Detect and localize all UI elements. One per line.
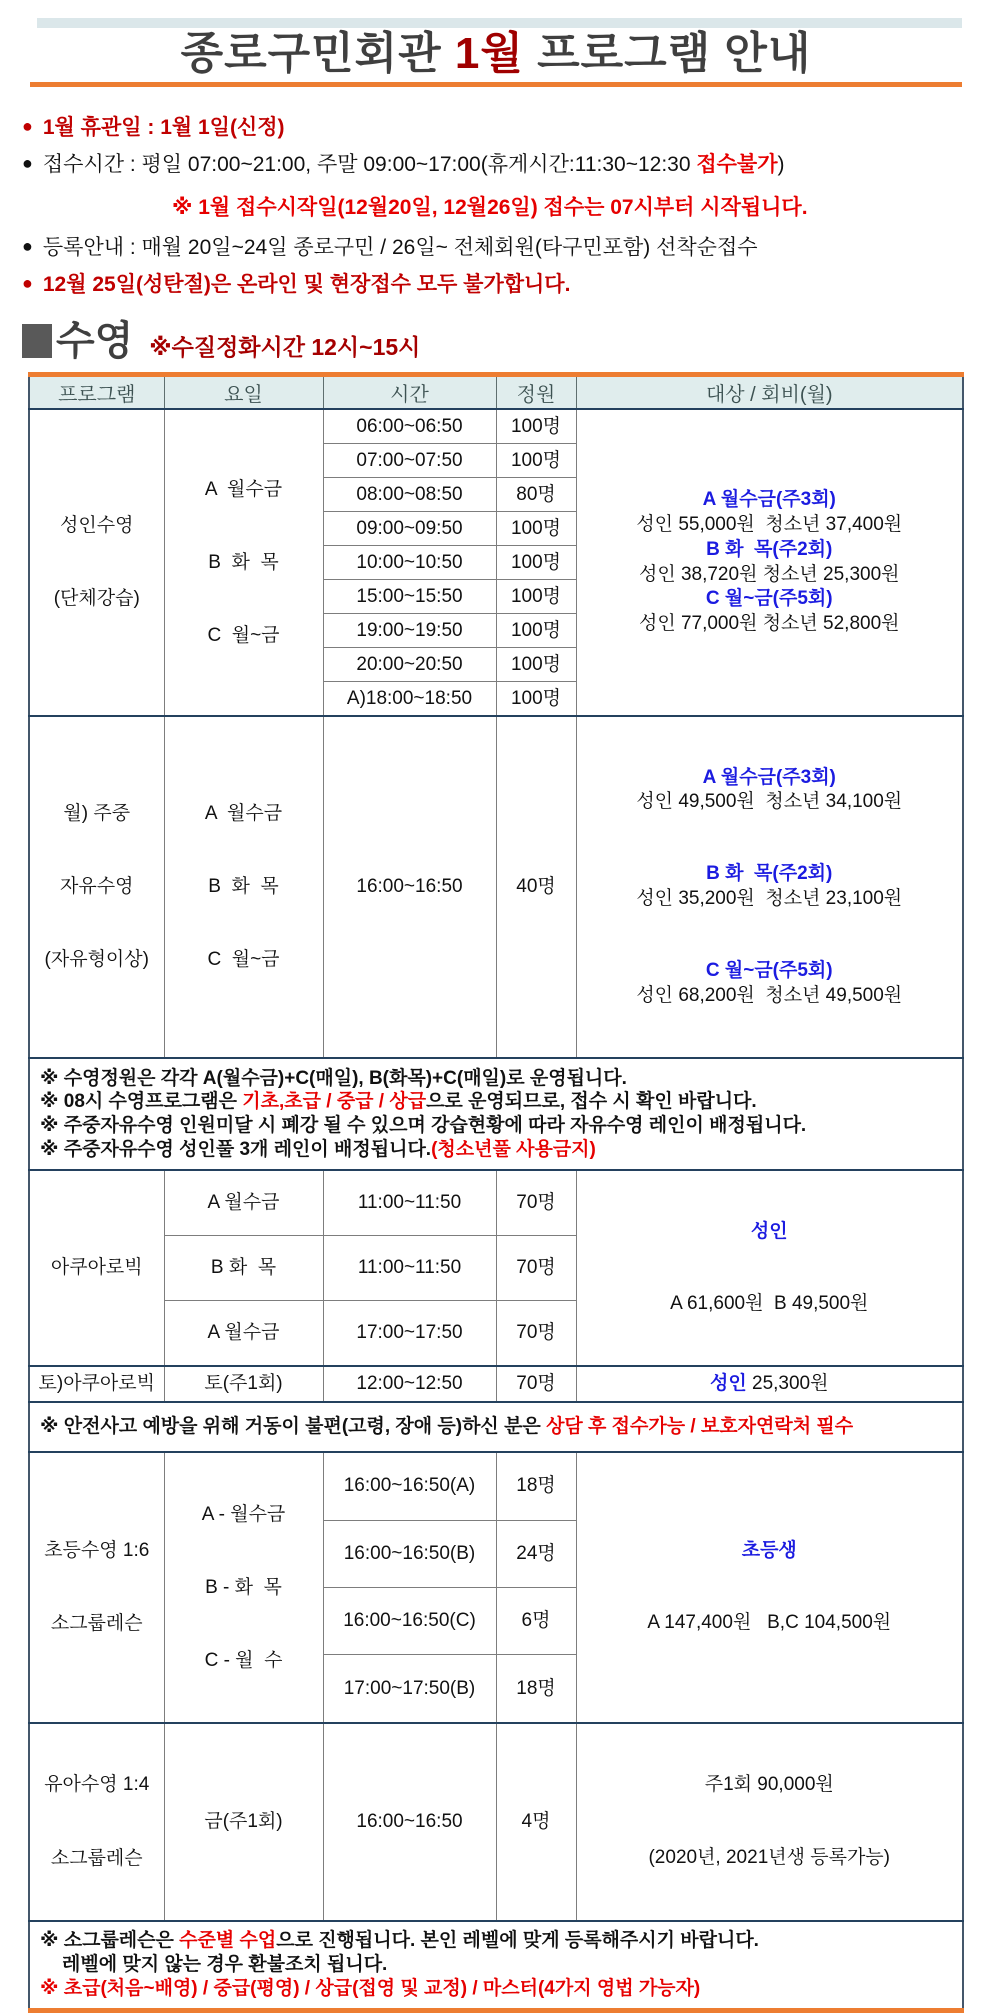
fee-body: 성인 49,500원 청소년 34,100원 [636, 791, 903, 813]
note-text: ※ 소그룹레슨은 [40, 1930, 180, 1952]
fee-body: 성인 77,000원 청소년 52,800원 [638, 612, 900, 634]
free-swim-row [29, 716, 963, 1058]
notice-christmas [22, 274, 972, 295]
note-text: ※ 08시 수영프로그램은 [40, 1091, 243, 1113]
bottom-note-1 [40, 1929, 952, 1953]
fee-head: B 화 목(주2회) [706, 863, 833, 885]
notice-hours-highlight: 접수불가 [696, 153, 778, 176]
note-text: ※ 안전사고 예방을 위해 거동이 불편(고령, 장애 등)하신 분은 [40, 1416, 547, 1438]
page-title-month: 1월 [454, 29, 524, 78]
fee-head: C 월~금(주5회) [705, 588, 833, 610]
adult-swim-fees [576, 409, 963, 716]
day-line: A - 월수금 [201, 1503, 286, 1525]
fee-head: 성인 [750, 1220, 788, 1242]
fee-block [579, 587, 961, 636]
capacity-cell: 100명 [496, 512, 576, 546]
col-header-fee: 대상 / 회비(월) [576, 375, 963, 410]
aqua-program: 아쿠아로빅 [29, 1170, 164, 1366]
swim-note-4 [40, 1138, 952, 1162]
elementary-row [29, 1452, 963, 1520]
fee-head: A 월수금(주3회) [702, 766, 836, 788]
time-cell: 16:00~16:50(C) [323, 1587, 496, 1654]
time-cell: 20:00~20:50 [323, 648, 496, 682]
safety-note-line [40, 1415, 952, 1439]
col-header-days: 요일 [164, 375, 323, 410]
bottom-notes [29, 1921, 963, 2011]
day-cell: 토(주1회) [164, 1366, 323, 1402]
free-swim-program [29, 716, 164, 1058]
program-line: 소그룹레슨 [50, 1847, 143, 1869]
swim-note-3 [40, 1114, 952, 1138]
notice-hours-close: ) [777, 153, 785, 176]
note-highlight: 수준별 수업 [179, 1930, 277, 1952]
time-cell: 06:00~06:50 [323, 409, 496, 444]
day-line: B - 화 목 [205, 1576, 282, 1598]
fee-head: C 월~금(주5회) [705, 960, 833, 982]
infant-program [29, 1723, 164, 1921]
capacity-cell: 40명 [496, 716, 576, 1058]
col-header-capacity: 정원 [496, 375, 576, 410]
section-subtitle: ※수질정화시간 12시~15시 [149, 334, 421, 360]
adult-swim-row [29, 409, 963, 444]
note-highlight: (청소년풀 사용금지) [431, 1138, 596, 1160]
day-line: C - 월 수 [204, 1649, 283, 1671]
fee-head: B 화 목(주2회) [706, 538, 833, 560]
time-cell: 11:00~11:50 [323, 1170, 496, 1236]
day-line: B 화 목 [208, 876, 279, 898]
capacity-cell: 100명 [496, 444, 576, 478]
free-swim-days [164, 716, 323, 1058]
capacity-cell: 100명 [496, 580, 576, 614]
fee-body: 성인 55,000원 청소년 37,400원 [636, 514, 903, 536]
capacity-cell: 100명 [496, 546, 576, 580]
program-line: 유아수영 1:4 [44, 1774, 150, 1796]
time-cell: 17:00~17:50(B) [323, 1655, 496, 1723]
aqua-row [29, 1170, 963, 1236]
time-cell: 08:00~08:50 [323, 478, 496, 512]
fee-head: A 월수금(주3회) [702, 489, 836, 511]
capacity-cell: 70명 [496, 1300, 576, 1366]
fee-head: 성인 [710, 1373, 747, 1395]
program-line: 초등수영 1:6 [44, 1540, 150, 1562]
bullet-icon: ● [22, 116, 33, 136]
notice-closure [22, 117, 972, 138]
free-swim-fees [576, 716, 963, 1058]
infant-fee [576, 1723, 963, 1921]
notice-registration [22, 237, 972, 258]
swim-note-2 [40, 1090, 952, 1114]
time-cell: 11:00~11:50 [323, 1236, 496, 1301]
program-line: 자유수영 [60, 876, 134, 898]
note-text: 으로 운영되므로, 접수 시 확인 바랍니다. [426, 1091, 757, 1113]
swimming-section-header [22, 319, 992, 362]
time-cell: A)18:00~18:50 [323, 682, 496, 717]
capacity-cell: 100명 [496, 614, 576, 648]
section-square-icon [22, 324, 52, 358]
fee-body: A 61,600원 B 49,500원 [670, 1292, 869, 1314]
capacity-cell: 70명 [496, 1236, 576, 1301]
time-cell: 07:00~07:50 [323, 444, 496, 478]
swim-note-1 [40, 1067, 952, 1091]
capacity-cell: 4명 [496, 1723, 576, 1921]
sat-aqua-row [29, 1366, 963, 1402]
program-line: 성인수영 [60, 515, 134, 537]
fee-block [579, 766, 961, 815]
top-accent-strip [37, 18, 962, 28]
note-highlight: 상담 후 접수가능 / 보호자연락처 필수 [546, 1416, 854, 1438]
program-line: (자유형이상) [44, 949, 149, 971]
time-cell: 19:00~19:50 [323, 614, 496, 648]
note-text: ※ 주중자유수영 인원미달 시 폐강 될 수 있으며 강습현황에 따라 자유수영 레인이 배정됩니다. [40, 1115, 807, 1137]
day-line: A 월수금 [204, 803, 283, 825]
fee-body: A 147,400원 B,C 104,500원 [647, 1612, 892, 1634]
time-cell: 16:00~16:50(B) [323, 1520, 496, 1587]
capacity-cell: 18명 [496, 1655, 576, 1723]
fee-body: (2020년, 2021년생 등록가능) [648, 1846, 890, 1868]
title-underline [30, 82, 962, 87]
adult-swim-program [29, 409, 164, 716]
notice-start-date: ※ 1월 접수시작일(12월20일, 12월26일) 접수는 07시부터 시작됩니다. [172, 196, 808, 219]
bottom-notes-row [29, 1921, 963, 2011]
section-title: 수영 [56, 318, 134, 363]
aqua-fees [576, 1170, 963, 1366]
day-cell: 금(주1회) [164, 1723, 323, 1921]
time-cell: 12:00~12:50 [323, 1366, 496, 1402]
safety-note [29, 1402, 963, 1452]
sat-aqua-program: 토)아쿠아로빅 [29, 1366, 164, 1402]
notice-christmas-text: 12월 25일(성탄절)은 온라인 및 현장접수 모두 불가합니다. [42, 273, 571, 296]
capacity-cell: 100명 [496, 682, 576, 717]
bottom-note-3: ※ 초급(처음~배영) / 중급(평영) / 상급(접영 및 교정) / 마스터(4가지 영법 가능자) [40, 1977, 701, 1999]
capacity-cell: 70명 [496, 1170, 576, 1236]
capacity-cell: 100명 [496, 648, 576, 682]
page-title-pre: 종로구민회관 [180, 29, 455, 78]
notice-registration-text: 등록안내 : 매월 20일~24일 종로구민 / 26일~ 전체회원(타구민포함) 선착순접수 [42, 236, 758, 259]
time-cell: 17:00~17:50 [323, 1300, 496, 1366]
page-title-post: 프로그램 안내 [523, 29, 812, 78]
fee-block [579, 488, 961, 537]
capacity-cell: 18명 [496, 1452, 576, 1520]
time-cell: 16:00~16:50 [323, 1723, 496, 1921]
time-cell: 10:00~10:50 [323, 546, 496, 580]
capacity-cell: 80명 [496, 478, 576, 512]
day-line: A 월수금 [204, 478, 283, 500]
fee-stack [579, 488, 961, 636]
elementary-days [164, 1452, 323, 1723]
fee-body: 주1회 90,000원 [704, 1774, 834, 1796]
swim-notes-row [29, 1058, 963, 1170]
bottom-note-2: 레벨에 맞지 않는 경우 환불조치 됩니다. [62, 1953, 388, 1975]
time-cell: 16:00~16:50 [323, 716, 496, 1058]
fee-block [579, 959, 961, 1008]
notice-hours [22, 154, 972, 175]
sat-aqua-fee [576, 1366, 963, 1402]
bullet-icon: ● [22, 273, 33, 293]
swimming-program-table [28, 372, 964, 2013]
capacity-cell: 100명 [496, 409, 576, 444]
day-cell: B 화 목 [164, 1236, 323, 1301]
time-cell: 16:00~16:50(A) [323, 1452, 496, 1520]
day-line: B 화 목 [208, 551, 279, 573]
program-line: 소그룹레슨 [50, 1613, 143, 1635]
notice-hours-text: 접수시간 : 평일 07:00~21:00, 주말 09:00~17:00(휴게시간:11:30~12:30 [42, 153, 697, 176]
capacity-cell: 70명 [496, 1366, 576, 1402]
note-text: ※ 주중자유수영 성인풀 3개 레인이 배정됩니다. [40, 1138, 432, 1160]
day-line: C 월~금 [207, 949, 280, 971]
fee-head: 초등생 [741, 1540, 797, 1562]
swim-notes [29, 1058, 963, 1170]
bullet-icon: ● [22, 236, 33, 256]
table-header-row [29, 375, 963, 410]
program-line: (단체강습) [53, 588, 140, 610]
fee-block [579, 538, 961, 587]
fee-body: 성인 68,200원 청소년 49,500원 [636, 984, 903, 1006]
note-text: ※ 수영정원은 각각 A(월수금)+C(매일), B(화목)+C(매일)로 운영됩니다. [40, 1067, 627, 1089]
program-line: 월) 주중 [63, 803, 131, 825]
col-header-program: 프로그램 [29, 375, 164, 410]
day-line: C 월~금 [207, 624, 280, 646]
notice-closure-text: 1월 휴관일 : 1월 1일(신정) [42, 116, 285, 139]
fee-body: 성인 38,720원 청소년 25,300원 [638, 563, 900, 585]
page-title [0, 29, 992, 80]
infant-row [29, 1723, 963, 1921]
note-highlight: 기초,초급 / 중급 / 상급 [242, 1091, 427, 1113]
capacity-cell: 6명 [496, 1587, 576, 1654]
note-text: 으로 진행됩니다. 본인 레벨에 맞게 등록해주시기 바랍니다. [276, 1930, 759, 1952]
safety-note-row [29, 1402, 963, 1452]
fee-body: 성인 35,200원 청소년 23,100원 [636, 888, 903, 910]
notice-list [22, 117, 972, 295]
fee-body: 25,300원 [746, 1373, 829, 1395]
day-cell: A 월수금 [164, 1300, 323, 1366]
elementary-fees [576, 1452, 963, 1723]
day-cell: A 월수금 [164, 1170, 323, 1236]
time-cell: 15:00~15:50 [323, 580, 496, 614]
bullet-icon: ● [22, 153, 33, 173]
elementary-program [29, 1452, 164, 1723]
fee-block [579, 862, 961, 911]
adult-swim-days [164, 409, 323, 716]
time-cell: 09:00~09:50 [323, 512, 496, 546]
capacity-cell: 24명 [496, 1520, 576, 1587]
col-header-time: 시간 [323, 375, 496, 410]
